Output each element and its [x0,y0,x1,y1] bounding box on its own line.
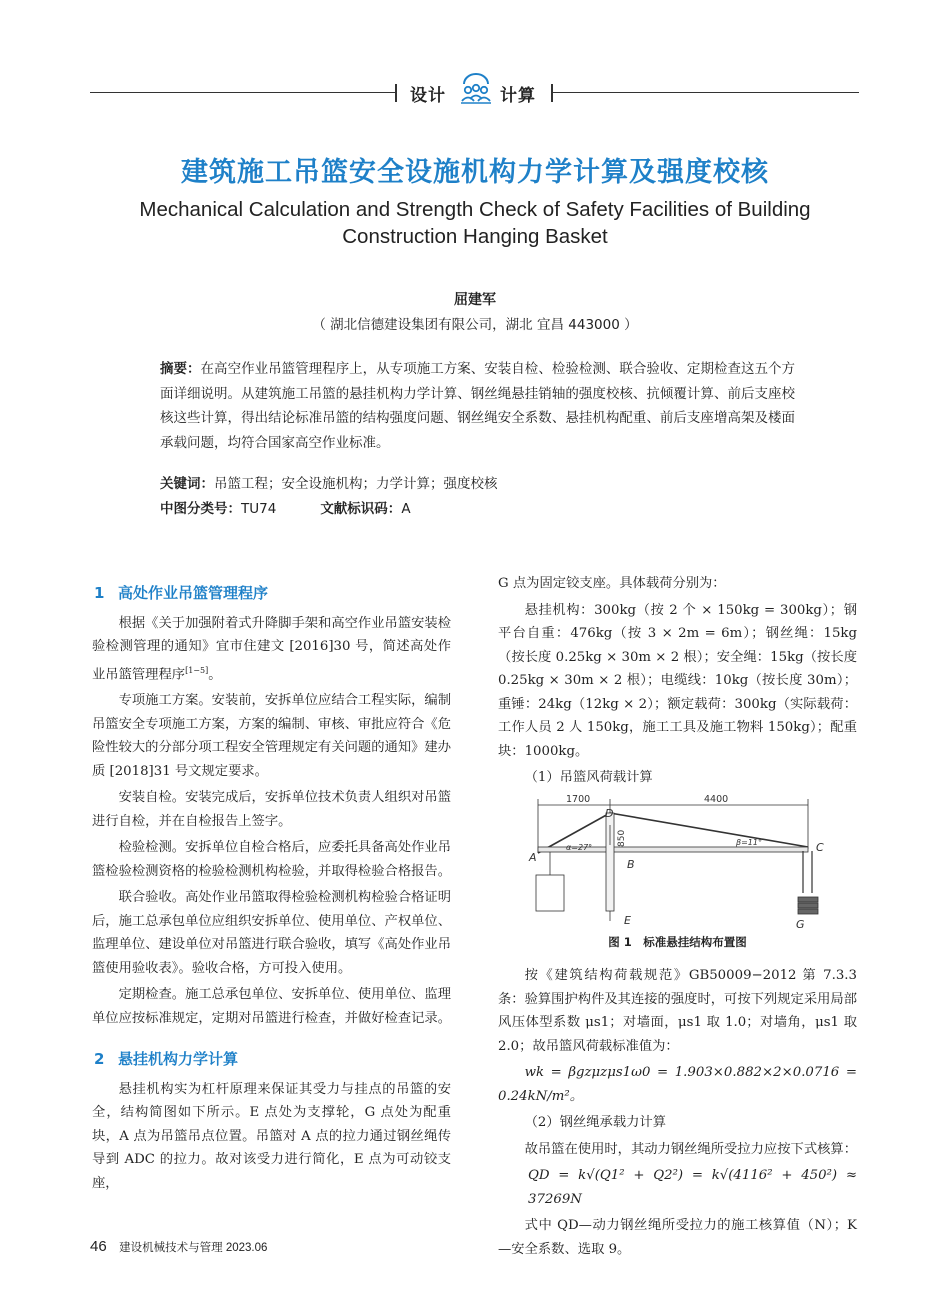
paragraph: 悬挂机构实为杠杆原理来保证其受力与挂点的吊篮的安全，结构简图如下所示。E 点处为支撑轮，G 点处为配重块，A 点为吊篮吊点位置。吊篮对 A 点的拉力通过钢丝绳传导到 ADC 的拉力。故对该受力进行简化，E 点为可动铰支座， [92,1081,451,1191]
point-A: A [529,850,537,864]
paragraph: 安装自检。安装完成后，安拆单位技术负责人组织对吊篮进行自检，并在自检报告上签字。 [92,790,452,829]
paragraph [92,612,451,687]
rod-DC [610,813,808,847]
title-english [0,196,950,250]
people-cloud-icon [457,68,495,108]
paragraph: 按《建筑结构荷载规范》GB50009−2012 第 7.3.3 条：验算围护构件及其连接的强度时，可按下列规定采用局部风压体型系数 μs1；对墙面，μs1 取 1.0；对墙角，μs1 取 2.0；故吊篮风荷载标准值为： [498,968,858,1054]
clc-value: TU74 [241,501,277,517]
subsection-2: （2）钢丝绳承载力计算 [524,1115,667,1130]
paragraph: 定期检查。施工总承包单位、安拆单位、使用单位、监理单位应按标准规定，定期对吊篮进行检查，并做好检查记录。 [92,987,452,1026]
abstract-label: 摘要： [160,361,201,377]
angle-beta: β=11° [736,837,762,847]
section-1-title: 高处作业吊篮管理程序 [118,584,269,602]
formula-wind-load: wk = βgzμzμs1ω0 = 1.903×0.882×2×0.0716 = 0.24kN/m²。 [498,1065,857,1104]
header-rule-right [553,92,859,93]
page-number: 46 [90,1238,107,1255]
subsection-1: （1）吊篮风荷载计算 [524,770,653,785]
counterweight-2 [798,903,818,908]
doc-code-label: 文献标识码： [320,501,402,517]
point-E: E [624,913,631,927]
angle-alpha: α=27° [566,842,593,852]
paragraph-text: 根据《关于加强附着式升降脚手架和高空作业吊篮安装检验检测管理的通知》宜市住建文 [2016]30 号，简述高处作业吊篮管理程序 [92,615,452,682]
author-affiliation: （ 湖北信德建设集团有限公司，湖北 宜昌 443000 ） [312,317,638,333]
hanging-basket [536,875,564,911]
citation-ref: [1−5] [185,665,209,675]
left-column [92,572,451,1198]
point-B: B [627,857,635,871]
section-2-heading [92,1048,451,1072]
paragraph: 联合验收。高处作业吊篮取得检验检测机构检验合格证明后，施工总承包单位应组织安拆单位、使用单位、产权单位、监理单位、建设单位对吊篮进行联合验收，填写《高处作业吊篮使用验收表》。验收合格，方可投入使用。 [92,890,452,976]
title-english-line2: Construction Hanging Basket [342,225,608,248]
paragraph: G 点为固定铰支座。具体载荷分别为： [498,576,726,591]
abstract-text: 在高空作业吊篮管理程序上，从专项施工方案、安装自检、检验检测、联合验收、定期检查这五个方面详细说明。从建筑施工吊篮的悬挂机构力学计算、钢丝绳悬挂销轴的强度校核、抗倾覆计算、前后支座校核这些计算，得出结论标准吊篮的结构强度问题、钢丝绳安全系数、悬挂机构配重、前后支座增高架及楼面承载问题，均符合国家高空作业标准。 [160,361,796,451]
page-footer [90,1238,267,1256]
height-label: 850 [617,829,627,847]
paragraph: 检验检测。安拆单位自检合格后，应委托具备高处作业吊篮检验检测资格的检验检测机构检验，并取得检验合格报告。 [92,840,452,879]
paragraph: 专项施工方案。安装前，安拆单位应结合工程实际，编制吊篮安全专项施工方案，方案的编制、审核、审批应符合《危险性较大的分部分项工程安全管理规定有关问题的通知》建办质 [2018]31 号文规定要求。 [92,693,452,779]
right-column [498,572,857,1264]
clc-label: 中图分类号： [160,501,241,517]
keywords-label: 关键词： [160,476,214,492]
formula-rope-tension: QD = k√(Q1² + Q2²) = k√(4116² + 450²) ≈ 37269N [528,1168,857,1207]
paragraph: 悬挂机构：300kg（按 2 个 × 150kg = 300kg）；钢平台自重：476kg（按 3 × 2m = 6m）；钢丝绳：15kg（按长度 0.25kg × 30m × 2 根）；安全绳：15kg（按长度 0.25kg × 30m × 2 根）；电缆线：10kg（按长度 30m）；重锤：24kg（12kg × 2）；额定载荷：300kg（实际载荷：工作人员 2 人 150kg，施工工具及施工物料 150kg）；配重块：1000kg。 [498,602,857,759]
abstract [160,357,795,455]
journal-name: 建设机械技术与管理 2023.06 [119,1242,268,1254]
doc-code-value: A [401,501,411,517]
counterweight-1 [798,897,818,902]
point-D: D [605,806,614,820]
header-label-design: 设计 [410,86,446,106]
dim-label-left: 1700 [566,793,591,805]
paragraph: 式中 QD—动力钢丝绳所受拉力的施工核算值（N）；K—安全系数、选取 9。 [498,1218,857,1257]
paragraph: 故吊篮在使用时，其动力钢丝绳所受拉力应按下式核算： [524,1141,858,1157]
paragraph-end: 。 [208,666,222,682]
counterweight-3 [798,909,818,914]
keywords [160,472,498,492]
dim-label-right: 4400 [704,793,729,805]
author-name: 屈建军 [454,292,496,308]
figure-1-diagram [498,793,857,931]
point-C: C [816,840,824,854]
header-rule-left [90,92,395,93]
figure-1-caption: 图 1 标准悬挂结构布置图 [608,934,747,949]
header-tick-right [551,84,553,102]
point-G: G [796,917,805,931]
title-chinese: 建筑施工吊篮安全设施机构力学计算及强度校核 [181,157,769,188]
header-tick-left [395,84,397,102]
title-english-line1: Mechanical Calculation and Strength Check of Safety Facilities of Building [139,198,811,221]
header-label-calc: 计算 [500,86,536,106]
section-1-heading [92,582,451,606]
section-2-number: 2 [94,1050,105,1069]
keywords-text: 吊篮工程；安全设施机构；力学计算；强度校核 [214,476,498,492]
classification [160,497,411,517]
section-2-title: 悬挂机构力学计算 [118,1050,239,1069]
section-1-number: 1 [94,584,105,602]
